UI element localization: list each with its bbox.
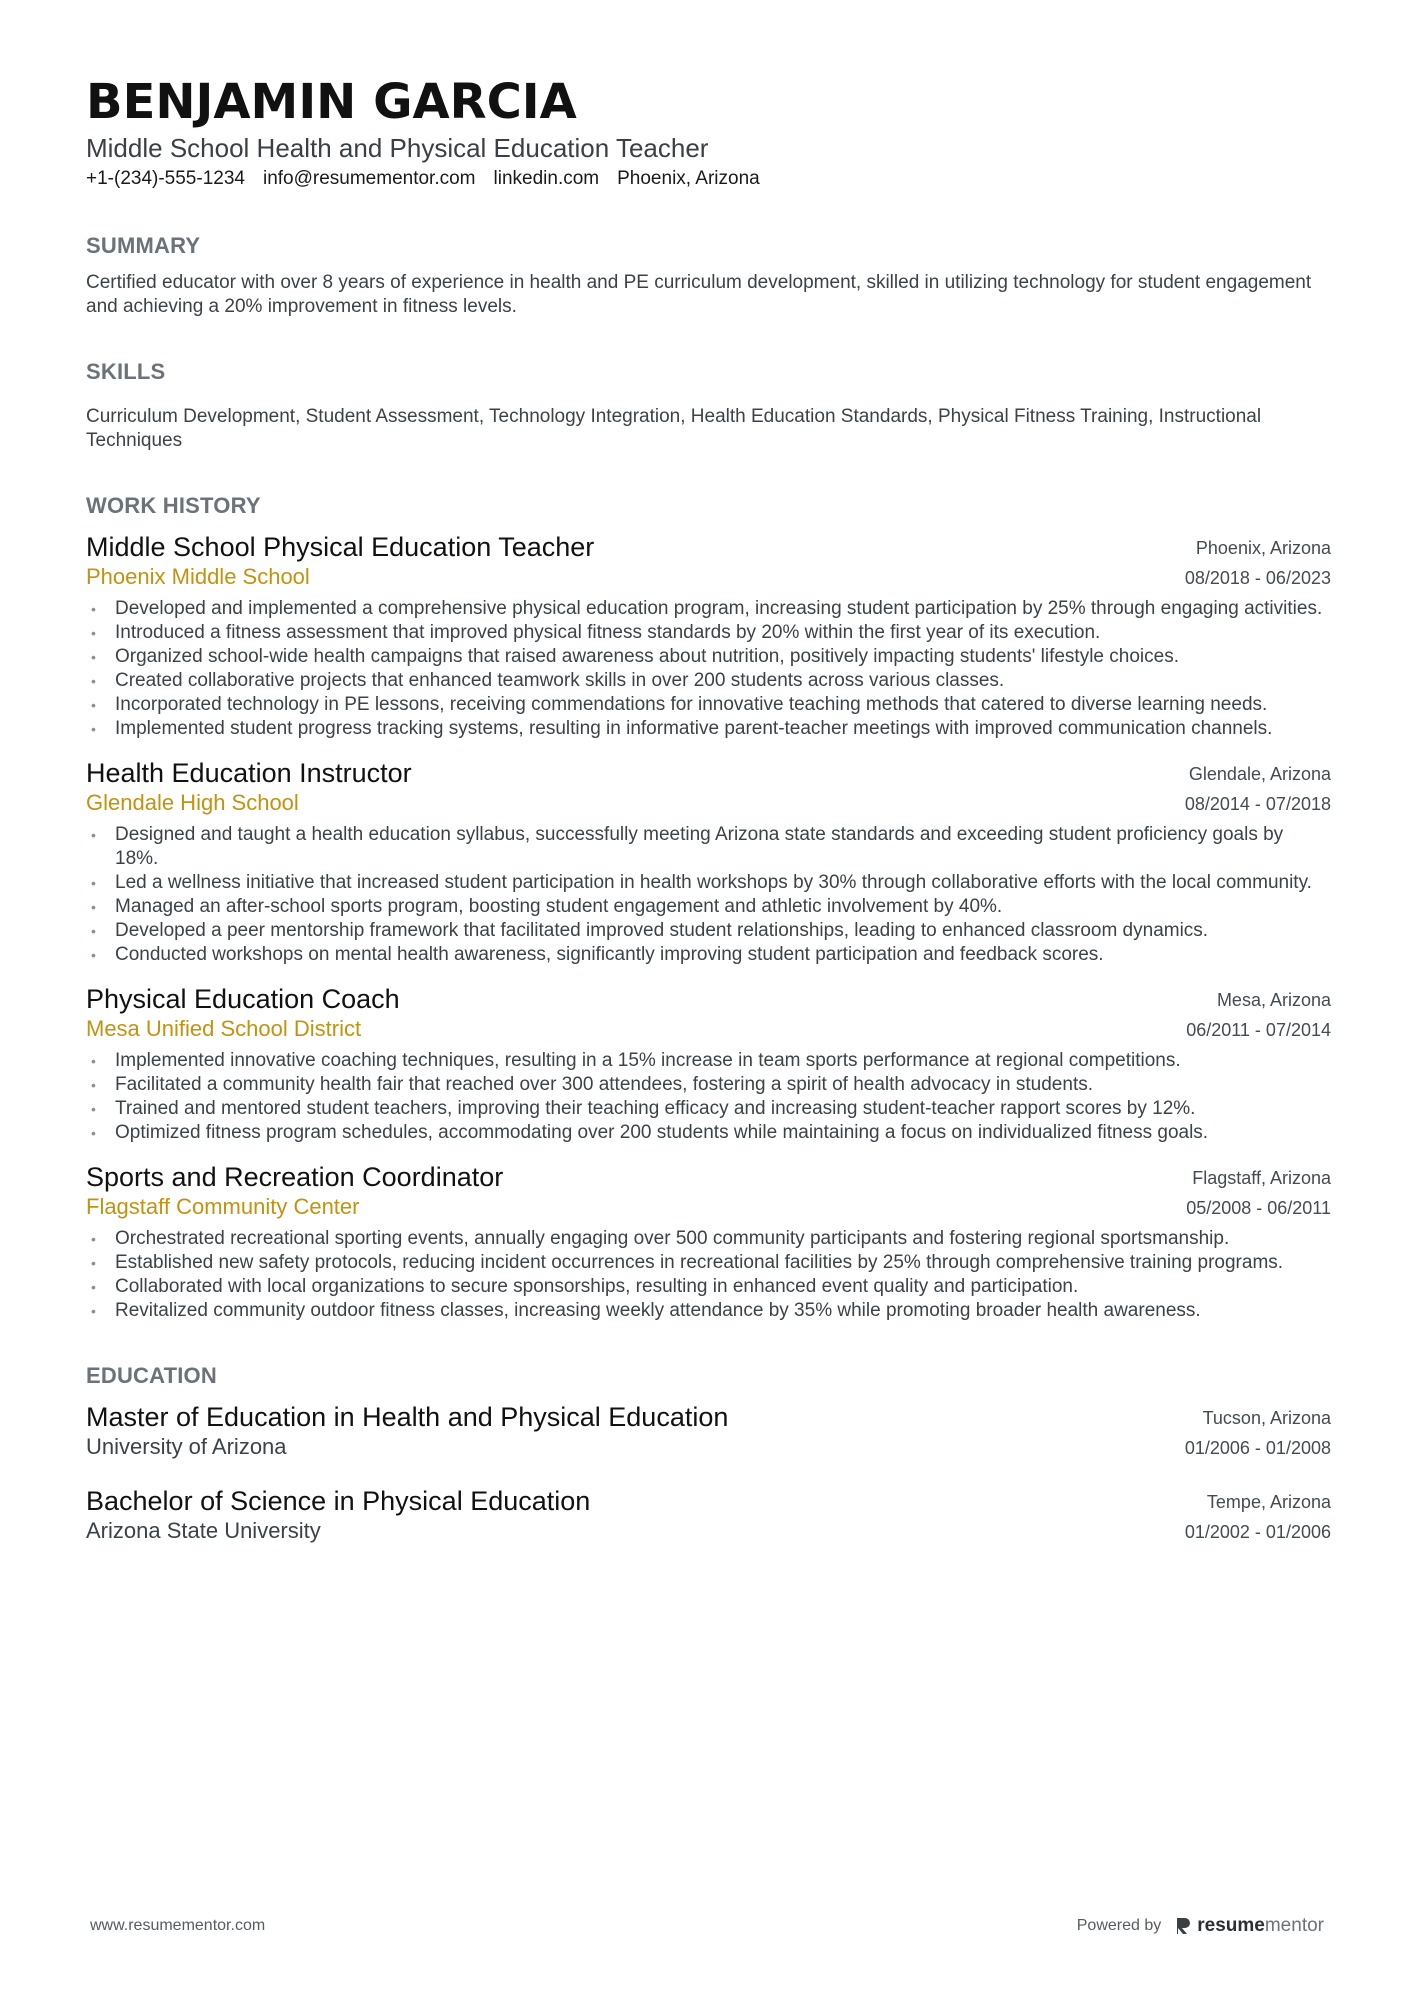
job-title: Physical Education Coach xyxy=(86,984,400,1014)
footer xyxy=(90,1915,1324,1937)
footer-url[interactable]: www.resumementor.com xyxy=(90,1917,266,1934)
company-name: Glendale High School xyxy=(86,790,299,815)
bullet-icon: • xyxy=(91,625,96,641)
bullet-item xyxy=(86,1275,1331,1299)
bullet-list xyxy=(86,1049,1331,1145)
bullet-text: Implemented innovative coaching techniques, resulting in a 15% increase in team sports performance at regional competitions. xyxy=(115,1050,1181,1071)
resume-content xyxy=(86,72,1331,1547)
education-left xyxy=(86,1401,728,1461)
school-name: University of Arizona xyxy=(86,1434,287,1459)
bullet-icon: • xyxy=(91,1053,96,1069)
education-dates: 01/2002 - 01/2006 xyxy=(1184,1522,1331,1542)
bullet-icon: • xyxy=(91,875,96,891)
job-dates: 05/2008 - 06/2011 xyxy=(1186,1198,1331,1218)
bullet-text: Optimized fitness program schedules, accommodating over 200 students while maintaining a focus on individualized fitness goals. xyxy=(115,1122,1209,1143)
powered-by-label: Powered by xyxy=(1076,1917,1162,1934)
bullet-item xyxy=(86,1121,1331,1145)
job-left xyxy=(86,531,594,591)
education-entry xyxy=(86,1401,1331,1463)
email: info@resumementor.com xyxy=(262,168,476,189)
bullet-list xyxy=(86,823,1331,967)
job-list xyxy=(86,531,1331,1323)
header xyxy=(86,72,1331,193)
education-entry xyxy=(86,1485,1331,1547)
job-meta xyxy=(1186,983,1331,1045)
bullet-item xyxy=(86,693,1331,717)
location: Phoenix, Arizona xyxy=(617,168,760,189)
bullet-icon: • xyxy=(91,1101,96,1117)
job-meta xyxy=(1185,757,1331,819)
summary-section xyxy=(86,233,1331,319)
brand-bold: resume xyxy=(1197,1915,1265,1936)
bullet-text: Conducted workshops on mental health awareness, significantly improving student participation and feedback scores. xyxy=(115,944,1104,965)
bullet-icon: • xyxy=(91,1279,96,1295)
job-location: Flagstaff, Arizona xyxy=(1192,1168,1331,1188)
job-entry xyxy=(86,531,1331,741)
job-header xyxy=(86,757,1331,819)
education-location: Tempe, Arizona xyxy=(1206,1492,1331,1512)
bullet-item xyxy=(86,871,1331,895)
candidate-name: BENJAMIN GARCIA xyxy=(86,74,577,130)
bullet-icon: • xyxy=(91,1231,96,1247)
education-section xyxy=(86,1363,1331,1547)
bullet-text: Led a wellness initiative that increased student participation in health workshops by 30% through collaborative efforts with the local community. xyxy=(115,872,1312,893)
company-name: Mesa Unified School District xyxy=(86,1016,362,1041)
summary-text: Certified educator with over 8 years of experience in health and PE curriculum development, skilled in utilizing technology for student engagement and achieving a 20% improvement in fitness levels. xyxy=(86,272,1312,317)
bullet-item xyxy=(86,1073,1331,1097)
education-header xyxy=(86,1401,1331,1463)
bullet-text: Orchestrated recreational sporting events, annually engaging over 500 community participants and fostering regional sportsmanship. xyxy=(115,1228,1230,1249)
bullet-item xyxy=(86,669,1331,693)
job-location: Mesa, Arizona xyxy=(1216,990,1331,1010)
job-header xyxy=(86,531,1331,593)
job-dates: 08/2014 - 07/2018 xyxy=(1184,794,1331,814)
company-name: Phoenix Middle School xyxy=(86,564,310,589)
footer-branding xyxy=(1077,1915,1324,1937)
bullet-icon: • xyxy=(91,601,96,617)
bullet-icon: • xyxy=(91,899,96,915)
job-title-headline: Middle School Health and Physical Education Teacher xyxy=(86,133,709,163)
job-title: Health Education Instructor xyxy=(86,758,412,788)
education-dates: 01/2006 - 01/2008 xyxy=(1184,1438,1331,1458)
bullet-icon: • xyxy=(91,721,96,737)
bullet-text: Collaborated with local organizations to secure sponsorships, resulting in enhanced event quality and participation. xyxy=(115,1276,1079,1297)
bullet-icon: • xyxy=(91,923,96,939)
bullet-text: Designed and taught a health education syllabus, successfully meeting Arizona state standards and exceeding student proficiency goals by 18%. xyxy=(115,824,1284,869)
degree: Master of Education in Health and Physical Education xyxy=(86,1402,729,1432)
bullet-item xyxy=(86,621,1331,645)
bullet-icon: • xyxy=(91,1303,96,1319)
education-meta xyxy=(1185,1485,1331,1547)
bullet-list xyxy=(86,1227,1331,1323)
bullet-text: Organized school-wide health campaigns that raised awareness about nutrition, positively impacting students' lifestyle choices. xyxy=(115,646,1179,667)
phone: +1-(234)-555-1234 xyxy=(86,168,245,189)
bullet-icon: • xyxy=(91,673,96,689)
bullet-item xyxy=(86,1227,1331,1251)
job-entry xyxy=(86,983,1331,1145)
education-meta xyxy=(1185,1401,1331,1463)
skills-text: Curriculum Development, Student Assessment, Technology Integration, Health Education Standards, Physical Fitness Training, Instructional Techniques xyxy=(86,406,1262,451)
section-heading: EDUCATION xyxy=(86,1363,217,1388)
bullet-item xyxy=(86,895,1331,919)
bullet-list xyxy=(86,597,1331,741)
bullet-text: Revitalized community outdoor fitness classes, increasing weekly attendance by 35% while promoting broader health awareness. xyxy=(115,1300,1201,1321)
bullet-item xyxy=(86,597,1331,621)
section-heading: WORK HISTORY xyxy=(86,493,261,518)
bullet-icon: • xyxy=(91,649,96,665)
bullet-item xyxy=(86,645,1331,669)
bullet-icon: • xyxy=(91,1255,96,1271)
bullet-item xyxy=(86,1251,1331,1275)
bullet-text: Trained and mentored student teachers, improving their teaching efficacy and increasing student-teacher rapport scores by 12%. xyxy=(115,1098,1196,1119)
bullet-icon: • xyxy=(91,827,96,843)
job-dates: 06/2011 - 07/2014 xyxy=(1186,1020,1331,1040)
bullet-text: Managed an after-school sports program, boosting student engagement and athletic involvement by 40%. xyxy=(115,896,1003,917)
bullet-icon: • xyxy=(91,697,96,713)
job-meta xyxy=(1185,531,1331,593)
education-list xyxy=(86,1401,1331,1547)
bullet-text: Established new safety protocols, reducing incident occurrences in recreational facilities by 25% through comprehensive training programs. xyxy=(115,1252,1284,1273)
bullet-text: Created collaborative projects that enhanced teamwork skills in over 200 students across various classes. xyxy=(115,670,1005,691)
bullet-item xyxy=(86,1097,1331,1121)
bullet-item xyxy=(86,943,1331,967)
job-header xyxy=(86,1161,1331,1223)
skills-section xyxy=(86,359,1331,453)
bullet-item xyxy=(86,1299,1331,1323)
job-entry xyxy=(86,1161,1331,1323)
job-left xyxy=(86,983,400,1043)
job-location: Phoenix, Arizona xyxy=(1195,538,1331,558)
job-left xyxy=(86,757,412,817)
contact-line xyxy=(86,165,1331,193)
work-history-section xyxy=(86,493,1331,1323)
resumementor-logo-icon xyxy=(1175,1916,1191,1936)
job-entry xyxy=(86,757,1331,967)
bullet-text: Incorporated technology in PE lessons, receiving commendations for innovative teaching methods that catered to diverse learning needs. xyxy=(115,694,1268,715)
bullet-item xyxy=(86,717,1331,741)
degree: Bachelor of Science in Physical Education xyxy=(86,1486,591,1516)
job-header xyxy=(86,983,1331,1045)
bullet-icon: • xyxy=(91,947,96,963)
bullet-item xyxy=(86,823,1331,871)
brand-light: mentor xyxy=(1264,1915,1324,1936)
section-heading: SKILLS xyxy=(86,359,166,384)
education-left xyxy=(86,1485,590,1545)
job-title: Middle School Physical Education Teacher xyxy=(86,532,595,562)
job-dates: 08/2018 - 06/2023 xyxy=(1184,568,1331,588)
job-left xyxy=(86,1161,503,1221)
job-meta xyxy=(1186,1161,1331,1223)
education-header xyxy=(86,1485,1331,1547)
section-heading: SUMMARY xyxy=(86,233,201,258)
bullet-item xyxy=(86,919,1331,943)
education-location: Tucson, Arizona xyxy=(1202,1408,1331,1428)
bullet-icon: • xyxy=(91,1125,96,1141)
bullet-text: Implemented student progress tracking systems, resulting in informative parent-teacher meetings with improved communication channels. xyxy=(115,718,1273,739)
job-title: Sports and Recreation Coordinator xyxy=(86,1162,504,1192)
linkedin: linkedin.com xyxy=(493,168,600,189)
bullet-item xyxy=(86,1049,1331,1073)
school-name: Arizona State University xyxy=(86,1518,321,1543)
company-name: Flagstaff Community Center xyxy=(86,1194,360,1219)
bullet-text: Introduced a fitness assessment that improved physical fitness standards by 20% within the first year of its execution. xyxy=(115,622,1101,643)
bullet-text: Developed a peer mentorship framework that facilitated improved student relationships, leading to enhanced classroom dynamics. xyxy=(115,920,1209,941)
brand-logo[interactable] xyxy=(1175,1915,1324,1937)
bullet-icon: • xyxy=(91,1077,96,1093)
bullet-text: Facilitated a community health fair that reached over 300 attendees, fostering a spirit of health advocacy in students. xyxy=(115,1074,1093,1095)
job-location: Glendale, Arizona xyxy=(1188,764,1331,784)
bullet-text: Developed and implemented a comprehensive physical education program, increasing student participation by 25% through engaging activities. xyxy=(115,598,1323,619)
